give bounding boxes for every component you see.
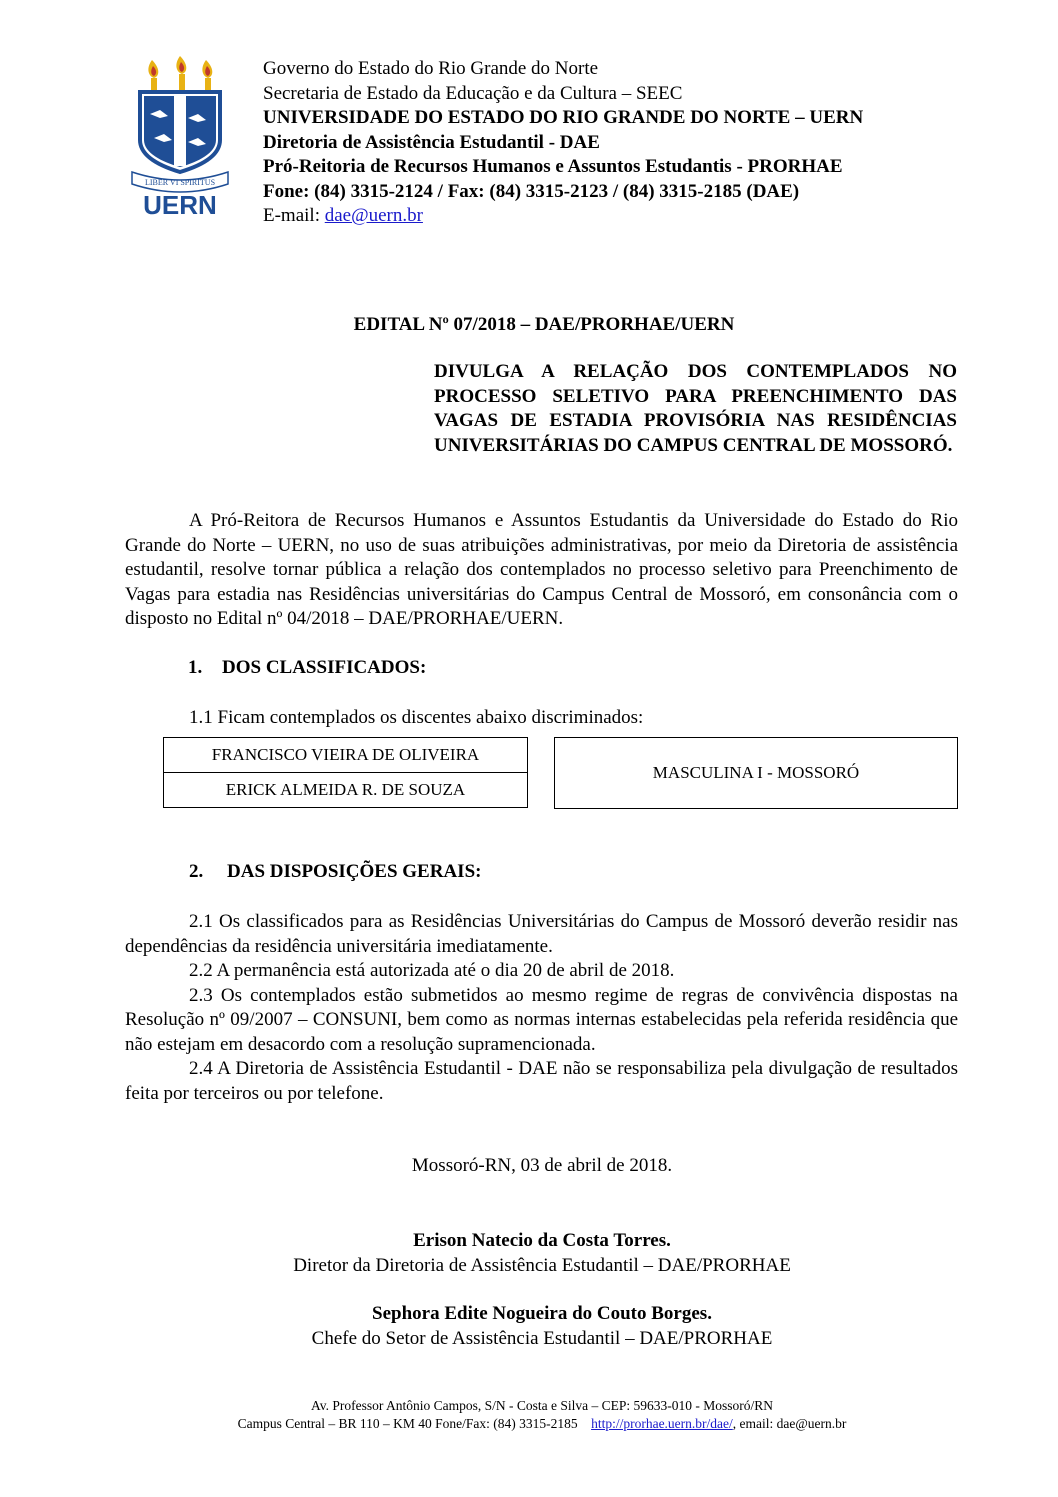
header-line-4: Diretoria de Assistência Estudantil - DAE: [263, 131, 600, 153]
intro-paragraph: A Pró-Reitora de Recursos Humanos e Assuntos Estudantis da Universidade do Estado do Rio Grande do Norte – UERN, no uso de suas atribuições administrativas, por meio da Diretoria de assistência estudantil, resolve tornar pública a relação dos contemplados no processo seletivo para Preenchimento de Vagas para estadia nas Residências universitárias do Campus Central de Mossoró, em consonância com o disposto no Edital nº 04/2018 – DAE/PRORHAE/UERN.: [125, 510, 958, 629]
section-1-heading: [188, 657, 426, 679]
shield-icon: [140, 92, 220, 172]
signatory-role: Chefe do Setor de Assistência Estudantil – DAE/PRORHAE: [311, 1328, 773, 1349]
uern-logo: [130, 52, 230, 217]
signatory-name: Sephora Edite Nogueira do Couto Borges.: [372, 1303, 712, 1324]
section-1-title: DOS CLASSIFICADOS:: [222, 657, 427, 678]
edital-title: EDITAL Nº 07/2018 – DAE/PRORHAE/UERN: [353, 314, 735, 335]
letterhead: [263, 57, 863, 229]
email-link[interactable]: dae@uern.br: [324, 205, 423, 226]
torch-icon: [148, 60, 158, 92]
signatory-name: Erison Natecio da Costa Torres.: [413, 1230, 671, 1251]
table-row: [164, 738, 528, 773]
provision-item: 2.2 A permanência está autorizada até o dia 20 de abril de 2018.: [189, 960, 675, 981]
section-2-heading: [189, 861, 481, 883]
edital-summary: DIVULGA A RELAÇÃO DOS CONTEMPLADOS NO PROCESSO SELETIVO PARA PREENCHIMENTO DAS VAGAS DE ESTADIA PROVISÓRIA NAS RESIDÊNCIAS UNIVERSITÁRIAS DO CAMPUS CENTRAL DE MOSSORÓ.: [434, 361, 957, 456]
provision-item: 2.4 A Diretoria de Assistência Estudantil - DAE não se responsabiliza pela divulgação de resultados feita por terceiros ou por telefone.: [125, 1058, 958, 1104]
header-line-5: Pró-Reitoria de Recursos Humanos e Assuntos Estudantis - PRORHAE: [263, 156, 843, 177]
header-line-3: UNIVERSIDADE DO ESTADO DO RIO GRANDE DO NORTE – UERN: [263, 107, 864, 128]
email-label: E-mail:: [263, 205, 325, 226]
header-line-1: Governo do Estado do Rio Grande do Norte: [263, 58, 599, 79]
residence-name: MASCULINA I - MOSSORÓ: [652, 763, 860, 782]
signatory-role: Diretor da Diretoria de Assistência Estudantil – DAE/PRORHAE: [293, 1255, 791, 1276]
student-name: ERICK ALMEIDA R. DE SOUZA: [164, 773, 528, 808]
place-date: Mossoró-RN, 03 de abril de 2018.: [411, 1155, 673, 1176]
section-2-number: 2.: [189, 861, 204, 882]
header-line-6: Fone: (84) 3315-2124 / Fax: (84) 3315-2123 / (84) 3315-2185 (DAE): [263, 180, 800, 202]
residence-box: [554, 737, 958, 809]
section-1-number: 1.: [188, 657, 203, 678]
header-email-line: [263, 204, 863, 229]
table-row: [164, 773, 528, 808]
footer-contact: [26, 1415, 1058, 1433]
provision-item: 2.3 Os contemplados estão submetidos ao mesmo regime de regras de convivência dispostas na Resolução nº 09/2007 – CONSUNI, bem como as normas internas estabelecidas pela referida residência que não estejam em desacordo com a resolução supramencionada.: [125, 984, 958, 1055]
page-footer: [0, 1397, 1058, 1433]
footer-address: Av. Professor Antônio Campos, S/N - Costa e Silva – CEP: 59633-010 - Mossoró/RN: [310, 1398, 773, 1413]
footer-email: , email: dae@uern.br: [732, 1416, 847, 1431]
signature-block: [0, 1301, 1058, 1351]
logo-text: UERN: [143, 190, 217, 217]
footer-campus: Campus Central – BR 110 – KM 40 Fone/Fax: (84) 3315-2185: [237, 1416, 592, 1431]
section-2-title: DAS DISPOSIÇÕES GERAIS:: [227, 861, 482, 882]
torch-icon: [176, 56, 186, 92]
provision-item: 2.1 Os classificados para as Residências Universitárias do Campus de Mossoró deverão residir nas dependências da residência universitária imediatamente.: [125, 911, 958, 957]
footer-url-link[interactable]: http://prorhae.uern.br/dae/: [591, 1416, 733, 1431]
general-provisions: [125, 910, 958, 1106]
header-line-2: Secretaria de Estado da Educação e da Cultura – SEEC: [263, 82, 683, 104]
students-table: [163, 737, 528, 808]
signature-block: [0, 1228, 1058, 1278]
student-name: FRANCISCO VIEIRA DE OLIVEIRA: [164, 738, 528, 773]
item-1-1: 1.1 Ficam contemplados os discentes abaixo discriminados:: [189, 707, 644, 728]
logo-motto: LIBER VI SPIRITUS: [144, 178, 216, 187]
torch-icon: [202, 60, 212, 92]
